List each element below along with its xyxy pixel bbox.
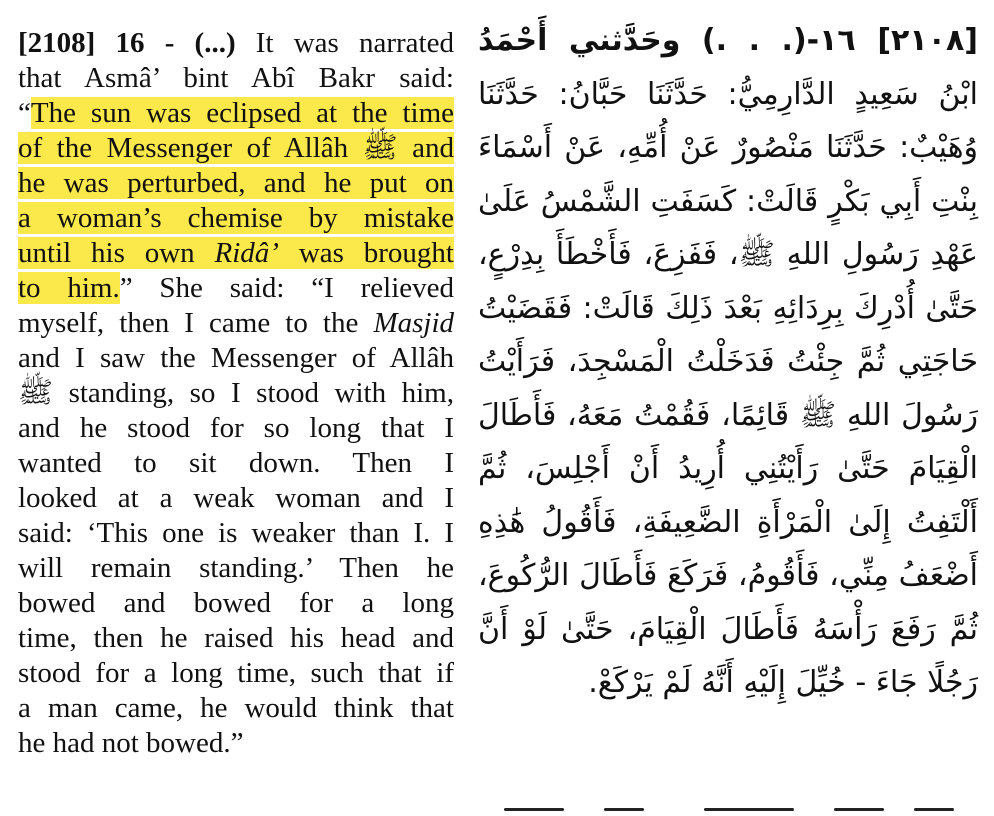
text-run: ﷺ standing, so I stood with him, [18,377,454,409]
text-run: stood for a long time, such that if [18,657,454,689]
text-run: ” She said: “I relieved [119,272,455,304]
text-run: will remain standing.’ Then he [18,552,454,584]
english-line [18,306,454,341]
arabic-line: بِنْتِ أَبِي بَكْرٍ قَالَتْ: كَسَفَتِ الشَّمْسُ عَلَىٰ [478,183,978,219]
english-line [18,726,454,761]
english-line [18,201,454,236]
english-line [18,446,454,481]
english-line [18,411,454,446]
text-run: was brought [278,237,454,269]
english-line [18,96,454,131]
arabic-line: وُهَيْبٌ: حَدَّثَنَا مَنْصُورٌ عَنْ أُمِّهِ، عَنْ أَسْمَاءَ [478,130,978,165]
text-run: Ridâ’ [214,237,279,269]
text-run: “ [18,97,31,129]
arabic-line: ابْنُ سَعِيدٍ الدَّارِمِيُّ: حَدَّثَنَا حَبَّانُ: حَدَّثَنَا [478,76,978,112]
english-line [18,621,454,656]
english-line [18,691,454,726]
arabic-line: حَتَّىٰ أُدْرِكَ بِرِدَائِهِ بَعْدَ ذَلِكَ قَالَتْ: فَقَضَيْتُ [478,290,978,326]
text-run: and I saw the Messenger of Allâh [18,342,454,374]
text-run: myself, then I came to the [18,307,374,339]
text-run: that Asmâ’ bint Abî Bakr said: [18,62,454,94]
text-run: time, then he raised his head and [18,622,454,654]
text-run: until his own [18,237,215,269]
text-run: [2108] 16 - (...) [18,27,236,59]
english-line [18,271,454,306]
english-line [18,166,454,201]
english-line [18,236,454,271]
english-line [18,61,454,96]
arabic-line: ثُمَّ رَفَعَ رَأْسَهُ فَأَطَالَ الْقِيَامَ، حَتَّىٰ لَوْ أَنَّ [478,611,978,647]
text-run: a woman’s chemise by mistake [18,202,454,234]
arabic-line: عَهْدِ رَسُولِ اللهِ ﷺ، فَفَزِعَ، فَأَخْطَأَ بِدِرْعٍ، [478,237,978,272]
text-run: he had not bowed.” [18,727,244,759]
arabic-line: [٢١٠٨] ١٦-(. . .) وحَدَّثني أَحْمَدُ [478,23,978,58]
text-run: and he stood for so long that I [18,412,454,444]
english-line [18,586,454,621]
english-line [18,341,454,376]
arabic-line: رَسُولَ اللهِ ﷺ قَائِمًا، فَقُمْتُ مَعَهُ، فَأَطَالَ [478,397,978,433]
text-run: The sun was eclipsed at the time [30,97,454,129]
english-line [18,551,454,586]
english-line [18,516,454,551]
text-run: he was perturbed, and he put on [18,167,454,199]
next-line-cutoff [474,798,984,816]
arabic-line: رَجُلًا جَاءَ - خُيِّلَ إِلَيْهِ أَنَّهُ لَمْ يَرْكَعْ. [588,665,978,700]
english-line [18,656,454,691]
english-line [18,131,454,166]
arabic-line: أَلْتَفِتُ إِلَىٰ الْمَرْأَةِ الضَّعِيفَةِ، فَأَقُولُ هَٰذِهِ [478,504,978,540]
text-run: wanted to sit down. Then I [18,447,454,479]
text-run: of the Messenger of Allâh ﷺ and [18,132,455,164]
english-line [18,26,454,61]
english-line [18,376,454,411]
arabic-line: حَاجَتِي ثُمَّ جِئْتُ فَدَخَلْتُ الْمَسْجِدَ، فَرَأَيْتُ [478,344,978,379]
english-line [18,481,454,516]
arabic-line: أَضْعَفُ مِنِّي، فَأَقُومُ، فَرَكَعَ فَأَطَالَ الرُّكُوعَ، [478,558,978,593]
english-translation [18,26,454,761]
arabic-text [478,14,978,710]
arabic-line: الْقِيَامَ حَتَّىٰ رَأَيْتُنِي أُرِيدُ أَنْ أَجْلِسَ، ثُمَّ [478,451,978,486]
text-run: It was narrated [235,27,454,59]
text-run: Masjid [373,307,454,339]
text-run: to him. [18,272,120,304]
text-run: bowed and bowed for a long [18,587,454,619]
text-run: said: ‘This one is weaker than I. I [18,517,454,549]
text-run: a man came, he would think that [18,692,454,724]
text-run: looked at a weak woman and I [18,482,454,514]
